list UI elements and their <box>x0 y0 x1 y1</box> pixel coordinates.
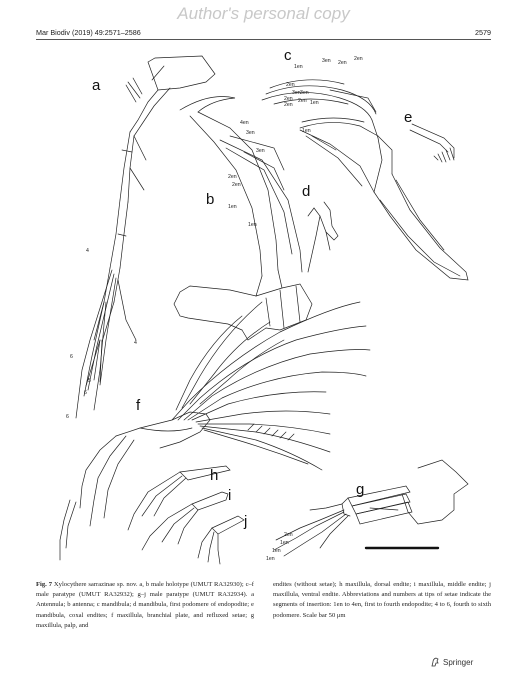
panel-g-palp-endites <box>274 460 468 556</box>
seg-label-b-5: 1en <box>228 204 237 210</box>
seg-label-b-2: 3en <box>256 148 265 154</box>
seg-label-g-1: 1en <box>280 540 289 546</box>
page-number: 2579 <box>475 28 491 37</box>
seg-label-g-2: 1en <box>272 548 281 554</box>
panel-label-d: d <box>302 183 311 200</box>
seg-label-a-1: 4 <box>134 340 137 346</box>
panel-label-g: g <box>356 481 365 498</box>
seg-label-b-0: 4en <box>240 120 249 126</box>
seg-label-c-7: 2en <box>284 96 293 102</box>
seg-label-c-1: 2en <box>338 60 347 66</box>
panel-d-endopodite-podomere <box>308 202 338 272</box>
publisher-name: Springer <box>443 657 474 667</box>
panel-i-middle-endite <box>142 492 228 550</box>
publisher-logo <box>430 657 473 667</box>
panel-label-f: f <box>136 397 141 414</box>
panel-label-h: h <box>210 467 219 484</box>
seg-label-c-9: 2en <box>284 102 293 108</box>
seg-label-a-3: 5 <box>88 378 91 384</box>
panel-e-coxal-endites <box>410 124 454 162</box>
seg-label-c-8: 2en <box>298 98 307 104</box>
journal-citation: Mar Biodiv (2019) 49:2571–2586 <box>36 28 141 37</box>
figure-7 <box>30 40 500 570</box>
panel-b-antenna <box>174 97 312 341</box>
panel-label-b: b <box>206 191 215 208</box>
panel-a-antennula <box>76 56 215 418</box>
seg-label-c-5: 3en <box>292 90 301 96</box>
seg-label-c-4: 2en <box>286 82 295 88</box>
seg-label-g-0: 2en <box>284 532 293 538</box>
seg-label-a-4: 6 <box>84 390 87 396</box>
caption-right: endites (without setae); h maxillula, dorsal endite; i maxillula, middle endite; j maxillula, ventral endite. Abbreviations and numbers at tips of setae indicate the segments of insertion: 1en to 4en, first to fourth endopodite; 4 to 6, fourth to sixth podomere. Scale bar 50 μm <box>273 581 491 619</box>
panel-label-c: c <box>284 47 292 64</box>
seg-label-a-0: 4 <box>86 248 89 254</box>
seg-label-c-2: 2en <box>354 56 363 62</box>
seg-label-a-2: 6 <box>70 354 73 360</box>
seg-label-c-11: 1en <box>302 128 311 134</box>
panel-f-branchial-plate <box>60 302 370 560</box>
caption-left-text: Xylocythere sarrazinae sp. nov. a, b male holotype (UMUT RA32930); c–f male paratype (UMUT RA32932); g–j male paratype (UMUT RA32934). a Antennula; b antenna; c mandibula; d mandibula, first podomere of endopodite; e mandibula, coxal endites; f maxillula, branchial plate, and refluxed setae; g maxillula, palp, and <box>36 581 254 629</box>
seg-label-g-3: 1en <box>266 556 275 562</box>
seg-label-b-6: 1en <box>248 222 257 228</box>
panel-j-ventral-endite <box>198 516 244 564</box>
figure-drawing <box>30 40 500 570</box>
panel-label-j: j <box>244 513 248 530</box>
springer-horse-icon <box>430 657 440 667</box>
seg-label-c-3: 1en <box>294 64 303 70</box>
panel-label-e: e <box>404 109 413 126</box>
panel-c-mandibula <box>262 80 468 280</box>
caption-left <box>36 580 254 631</box>
seg-label-c-10: 1en <box>310 100 319 106</box>
watermark: Author's personal copy <box>177 4 350 23</box>
seg-label-a-5: 6 <box>66 414 69 420</box>
seg-label-b-3: 2en <box>228 174 237 180</box>
seg-label-b-4: 2en <box>232 182 241 188</box>
seg-label-b-1: 3en <box>246 130 255 136</box>
caption-figure-label: Fig. 7 <box>36 581 52 588</box>
panel-label-a: a <box>92 77 101 94</box>
seg-label-c-0: 3en <box>322 58 331 64</box>
seg-label-c-6: 3en <box>300 90 309 96</box>
panel-label-i: i <box>228 487 232 504</box>
